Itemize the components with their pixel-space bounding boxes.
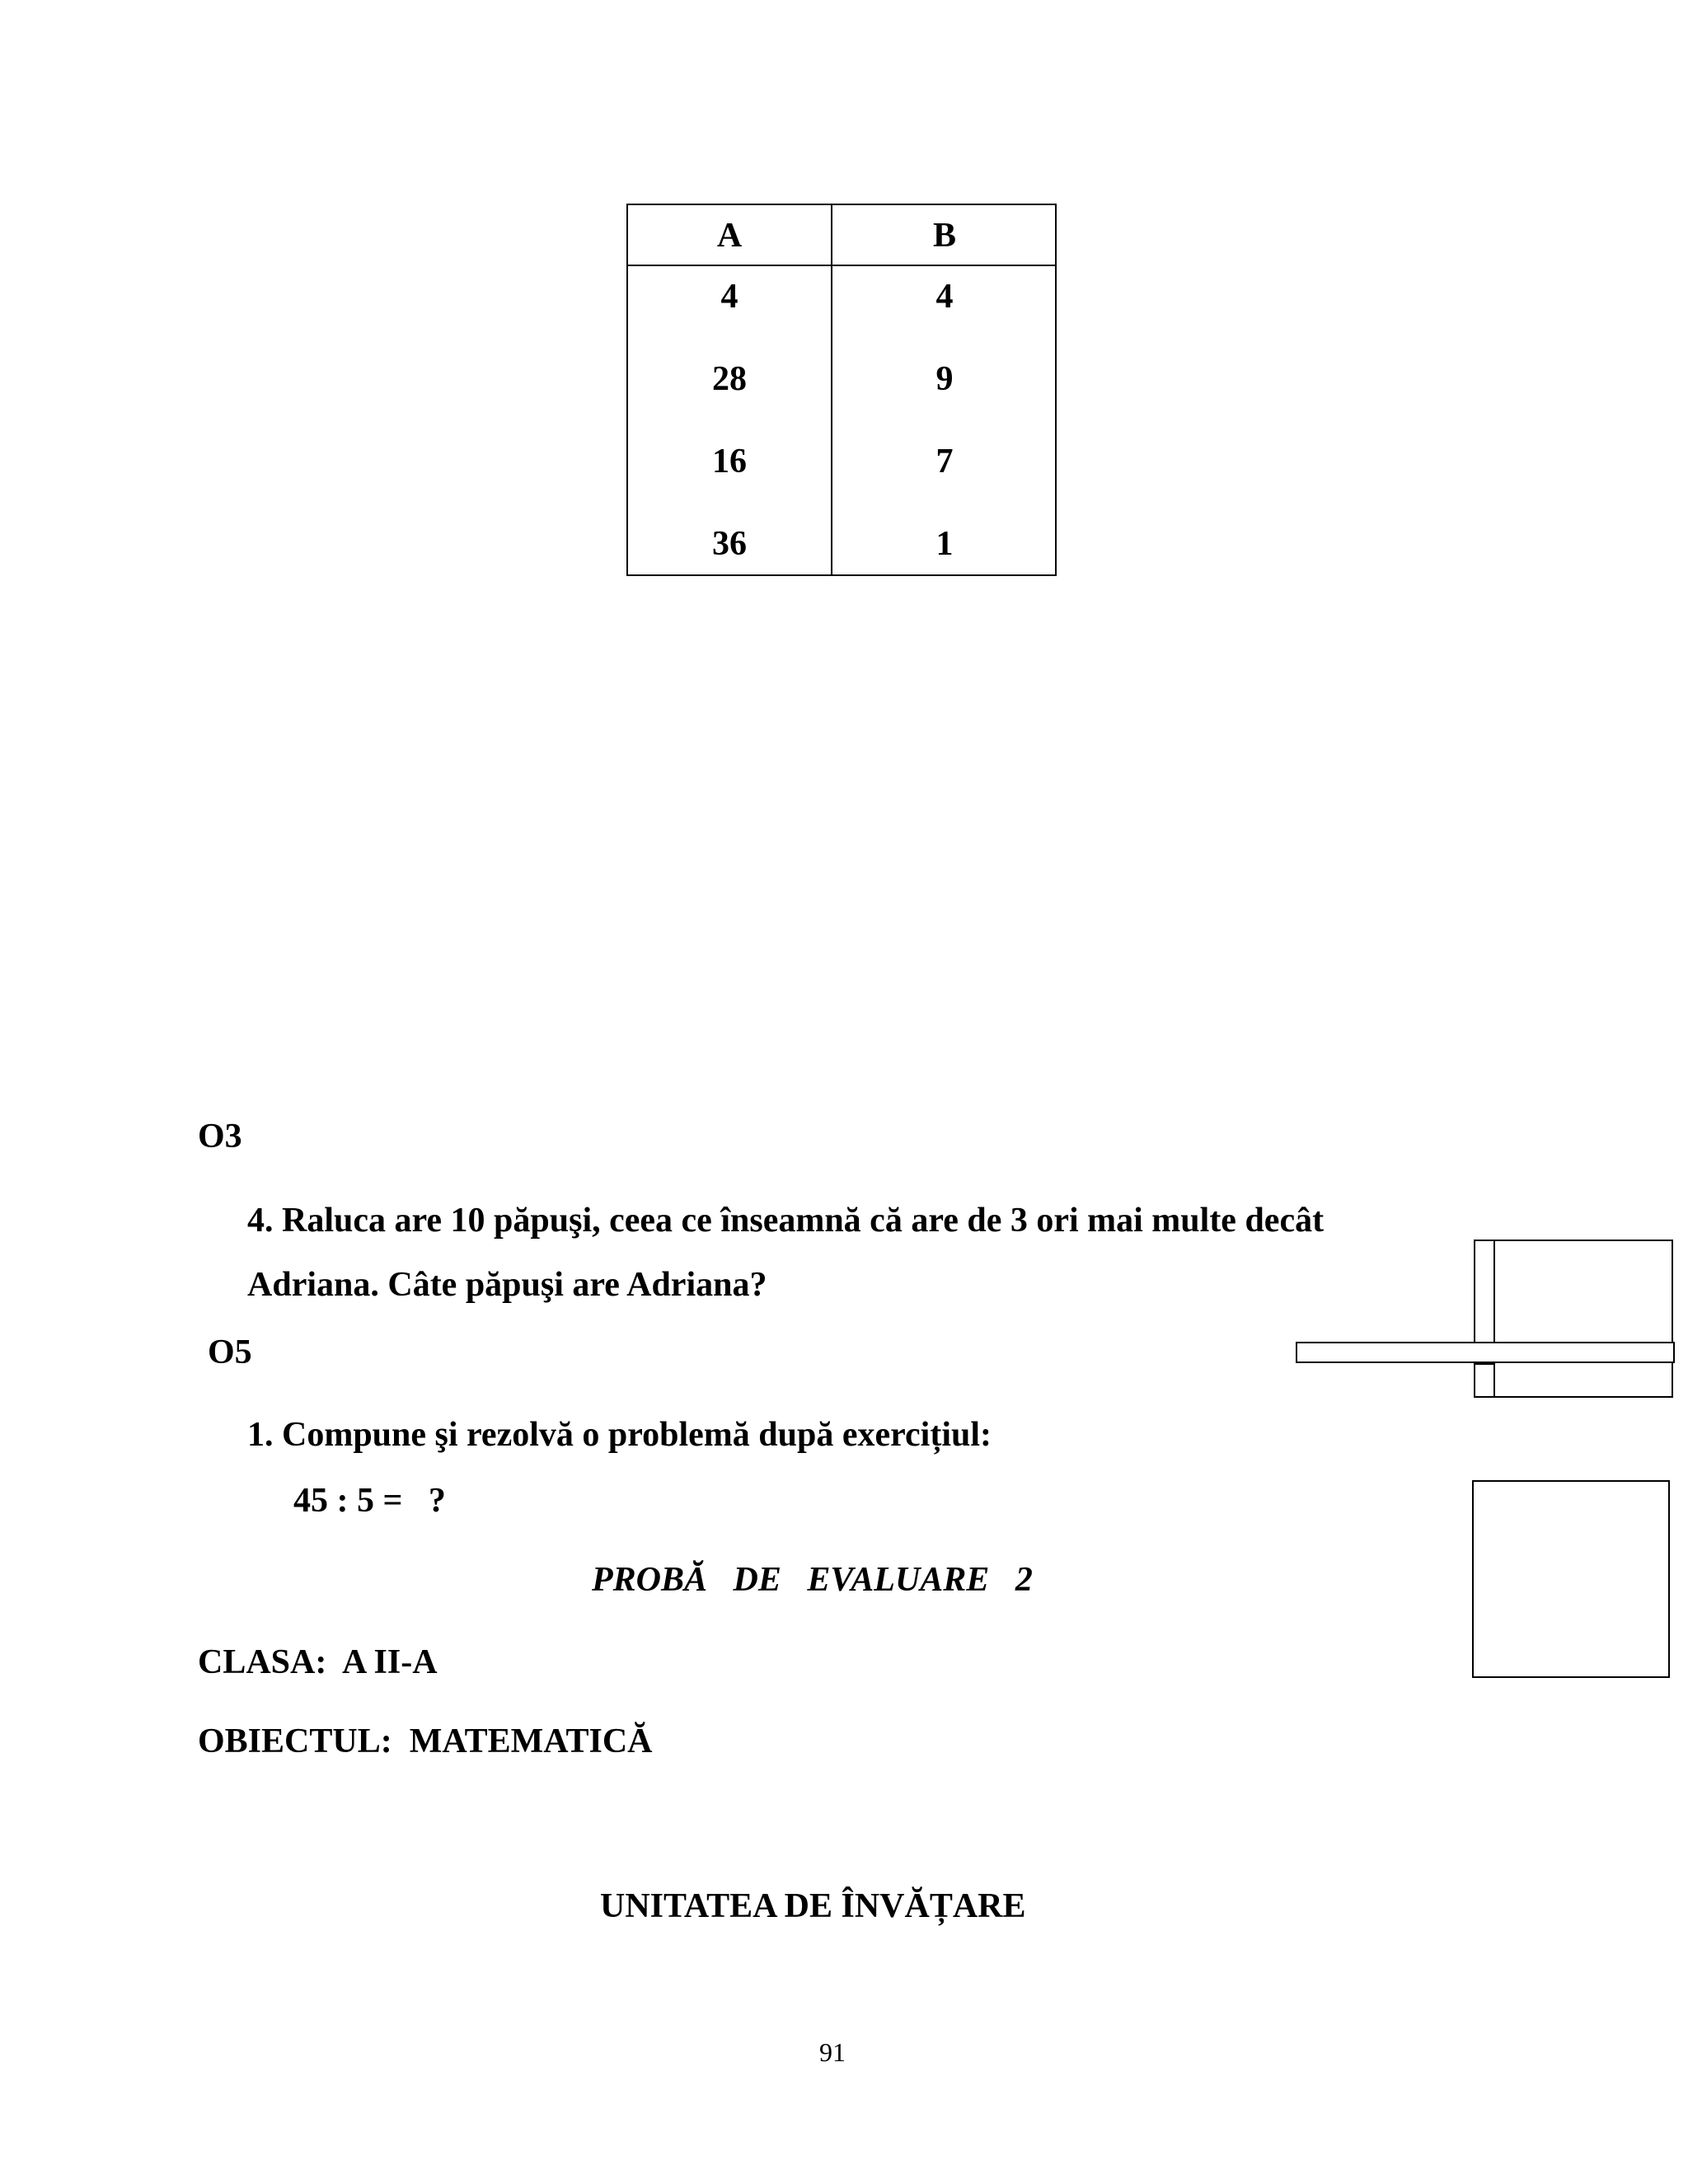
- table-header-b: B: [932, 217, 956, 255]
- unit-heading: UNITATEA DE ÎNVĂȚARE: [600, 1887, 1026, 1925]
- bar-strip-lower: [1474, 1363, 1495, 1398]
- horizontal-bar-shape: [1296, 1342, 1675, 1363]
- evaluation-title: PROBĂ DE EVALUARE 2: [592, 1561, 1033, 1599]
- problem-1-text: 1. Compune şi rezolvă o problemă după exercițiul:: [247, 1416, 992, 1454]
- problem-1-equation: 45 : 5 = ?: [293, 1482, 446, 1520]
- table-cell-b1: 4: [935, 278, 954, 316]
- table-cell-a2: 28: [712, 360, 747, 398]
- page-number: 91: [819, 2037, 846, 2067]
- objective-label-o5: O5: [208, 1333, 252, 1371]
- table-cell-a4: 36: [712, 525, 747, 563]
- matching-table: [626, 204, 1057, 576]
- table-cell-b3: 7: [935, 443, 954, 480]
- problem-4-line-2: Adriana. Câte păpuşi are Adriana?: [247, 1266, 767, 1304]
- table-cell-b4: 1: [935, 525, 954, 563]
- answer-box-upper: [1474, 1240, 1673, 1398]
- subject-line: OBIECTUL: MATEMATICĂ: [198, 1722, 653, 1760]
- table-header-divider: [628, 265, 1055, 266]
- table-cell-b2: 9: [935, 360, 954, 398]
- answer-box-lower: [1472, 1480, 1670, 1678]
- table-header-a: A: [716, 217, 743, 255]
- table-cell-a1: 4: [720, 278, 738, 316]
- objective-label-o3: O3: [198, 1118, 242, 1155]
- class-line: CLASA: A II-A: [198, 1643, 438, 1681]
- problem-4-line-1: 4. Raluca are 10 păpuşi, ceea ce înseamnă că are de 3 ori mai multe decât: [247, 1202, 1325, 1240]
- table-cell-a3: 16: [712, 443, 747, 480]
